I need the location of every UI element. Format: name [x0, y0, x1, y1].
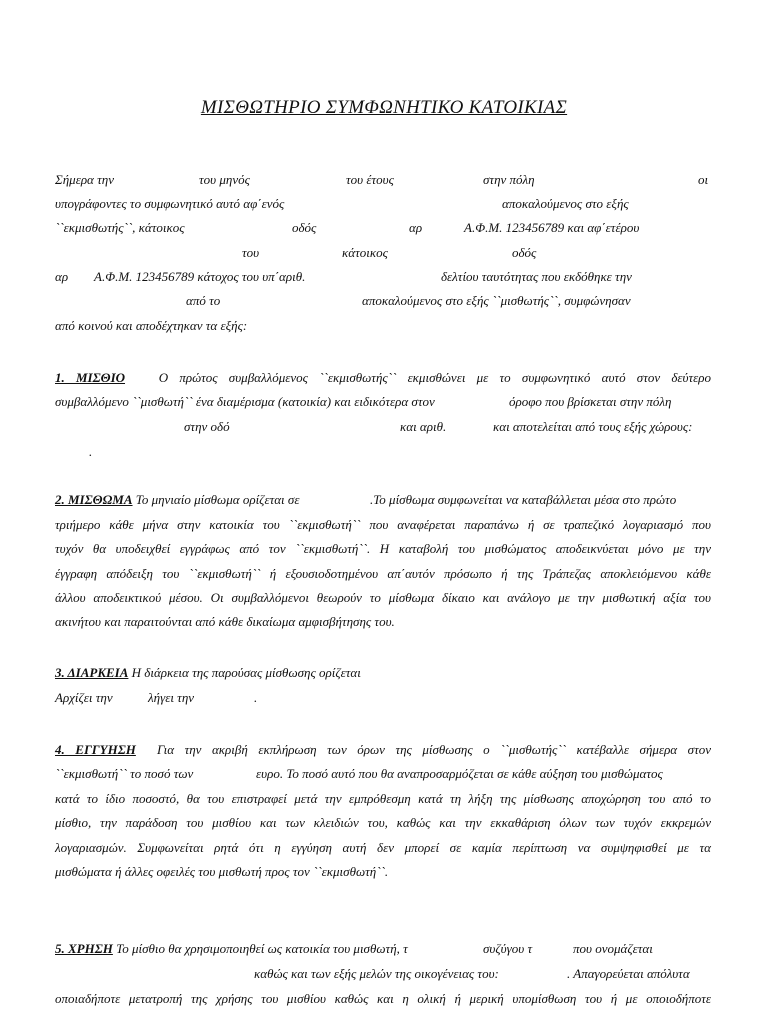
section-text: Ο πρώτος συμβαλλόμενος ``εκμισθωτής`` εκμισθώνει με το συμφωνητικό αυτό στον δεύτερο	[158, 370, 712, 385]
section-text: κατά το ίδιο ποσοστό, θα του επιστραφεί μετά την εμπρόθεσμη κατά τη λήξη της μίσθωσης αποχώρηση του από το	[55, 791, 711, 806]
section-text: λογαριασμών. Συμφωνείται ρητά ότι η εγγύηση αυτή δεν μπορεί σε καμία περίπτωση να συμψηφισθεί με τα	[55, 840, 711, 855]
section-line	[55, 742, 711, 758]
intro-text: αποκαλούμενος στο εξής ``μισθωτής``, συμφώνησαν	[362, 293, 631, 308]
intro-text: κάτοικος	[342, 245, 388, 260]
section-line	[55, 941, 408, 957]
section-text: τυχόν θα υποδειχθεί εγγράφως από τον ``εκμισθωτή``. Η καταβολή του μισθώματος αποδεικνύεται μόνο με την	[55, 541, 711, 556]
section-text: .	[89, 444, 93, 459]
intro-text: του	[242, 245, 260, 260]
intro-text: του έτους	[346, 172, 394, 187]
section-text: . Απαγορεύεται απόλυτα	[567, 966, 690, 981]
section-text: και αριθ.	[400, 419, 447, 434]
section-text: που ονομάζεται	[573, 941, 653, 956]
intro-text: από κοινού και αποδέχτηκαν τα εξής:	[55, 318, 248, 333]
section-heading: 4. ΕΓΓΥΗΣΗ	[55, 742, 136, 757]
intro-text: οδός	[512, 245, 537, 260]
section-text: συμβαλλόμενο ``μισθωτή`` ένα διαμέρισμα (κατοικία) και ειδικότερα στον	[55, 394, 435, 409]
section-text: .	[254, 690, 258, 705]
intro-text: υπογράφοντες το συμφωνητικό αυτό αφ΄ενός	[55, 196, 285, 211]
intro-text: αρ	[55, 269, 69, 284]
section-text: λήγει την	[148, 690, 195, 705]
section-text: στην οδό	[184, 419, 230, 434]
section-line	[55, 665, 361, 681]
section-text: έγγραφη απόδειξη του ``εκμισθωτή`` ή εξουσιοδοτημένου απ΄αυτόν πρόσωπο ή της Τράπεζας αποκλειόμενου κάθε	[55, 566, 711, 581]
section-text: οποιαδήποτε μετατροπή της χρήσης του μισθίου καθώς και η ολική ή μερική υπομίσθωση του ή με οποιοδήποτε	[55, 991, 711, 1006]
intro-text: από το	[186, 293, 221, 308]
section-text: ακινήτου και παραιτούνται από κάθε δικαίωμα αμφισβήτησης του.	[55, 614, 395, 629]
section-text: .Το μίσθωμα συμφωνείται να καταβάλλεται μέσα στο πρώτο	[370, 492, 677, 507]
document-title: ΜΙΣΘΩΤΗΡΙΟ ΣΥΜΦΩΝΗΤΙΚΟ ΚΑΤΟΙΚΙΑΣ	[200, 97, 568, 118]
intro-text: οδός	[292, 220, 317, 235]
intro-text: αρ	[409, 220, 423, 235]
section-line	[55, 492, 299, 508]
intro-text: Σήμερα την	[55, 172, 115, 187]
intro-text: ``εκμισθωτής``, κάτοικος	[55, 220, 185, 235]
section-text: ``εκμισθωτή`` το ποσό των	[55, 766, 194, 781]
intro-text: οι	[698, 172, 709, 187]
section-heading: 5. ΧΡΗΣΗ	[55, 941, 113, 956]
section-text: καθώς και των εξής μελών της οικογένειας του:	[254, 966, 499, 981]
intro-text: στην πόλη	[483, 172, 535, 187]
section-text: όροφο που βρίσκεται στην πόλη	[509, 394, 672, 409]
intro-text: Α.Φ.Μ. 123456789 και αφ΄ετέρου	[464, 220, 640, 235]
section-line	[55, 370, 711, 386]
section-text: Το μίσθιο θα χρησιμοποιηθεί ως κατοικία του μισθωτή, τ	[116, 941, 408, 956]
intro-text: δελτίου ταυτότητας που εκδόθηκε την	[441, 269, 632, 284]
section-text: Αρχίζει την	[55, 690, 113, 705]
intro-text: αποκαλούμενος στο εξής	[502, 196, 629, 211]
section-text: μισθώματα ή άλλες οφειλές του μισθωτή προς τον ``εκμισθωτή``.	[55, 864, 389, 879]
section-heading: 1. ΜΙΣΘΙΟ	[55, 370, 126, 385]
section-text: μίσθιο, την παράδοση του μισθίου και των κλειδιών του, καθώς και την εκκαθάριση όλων των τυχόν εκκρεμών	[55, 815, 711, 830]
section-text: Το μηνιαίο μίσθωμα ορίζεται σε	[135, 492, 300, 507]
section-text: άλλου αποδεικτικού μέσου. Οι συμβαλλόμενοι θεωρούν το μίσθωμα δίκαιο και ανάλογο με την μισθωτική αξία του	[55, 590, 711, 605]
section-text: Για την ακριβή εκπλήρωση των όρων της μίσθωσης ο ``μισθωτής`` κατέβαλλε σήμερα στον	[156, 742, 711, 757]
intro-text: Α.Φ.Μ. 123456789 κάτοχος του υπ΄αριθ.	[94, 269, 306, 284]
section-text: συζύγου τ	[483, 941, 533, 956]
section-text: και αποτελείται από τους εξής χώρους:	[493, 419, 693, 434]
section-text: τριήμερο κάθε μήνα στην κατοικία του ``εκμισθωτή`` που αναφέρεται παραπάνω ή σε τραπεζικό λογαριασμό που	[55, 517, 711, 532]
section-heading: 2. ΜΙΣΘΩΜΑ	[55, 492, 133, 507]
section-text: ευρο. Το ποσό αυτό που θα αναπροσαρμόζεται σε κάθε αύξηση του μισθώματος	[256, 766, 663, 781]
section-text: Η διάρκεια της παρούσας μίσθωσης ορίζεται	[131, 665, 361, 680]
intro-text: του μηνός	[199, 172, 250, 187]
section-heading: 3. ΔΙΑΡΚΕΙΑ	[55, 665, 129, 680]
